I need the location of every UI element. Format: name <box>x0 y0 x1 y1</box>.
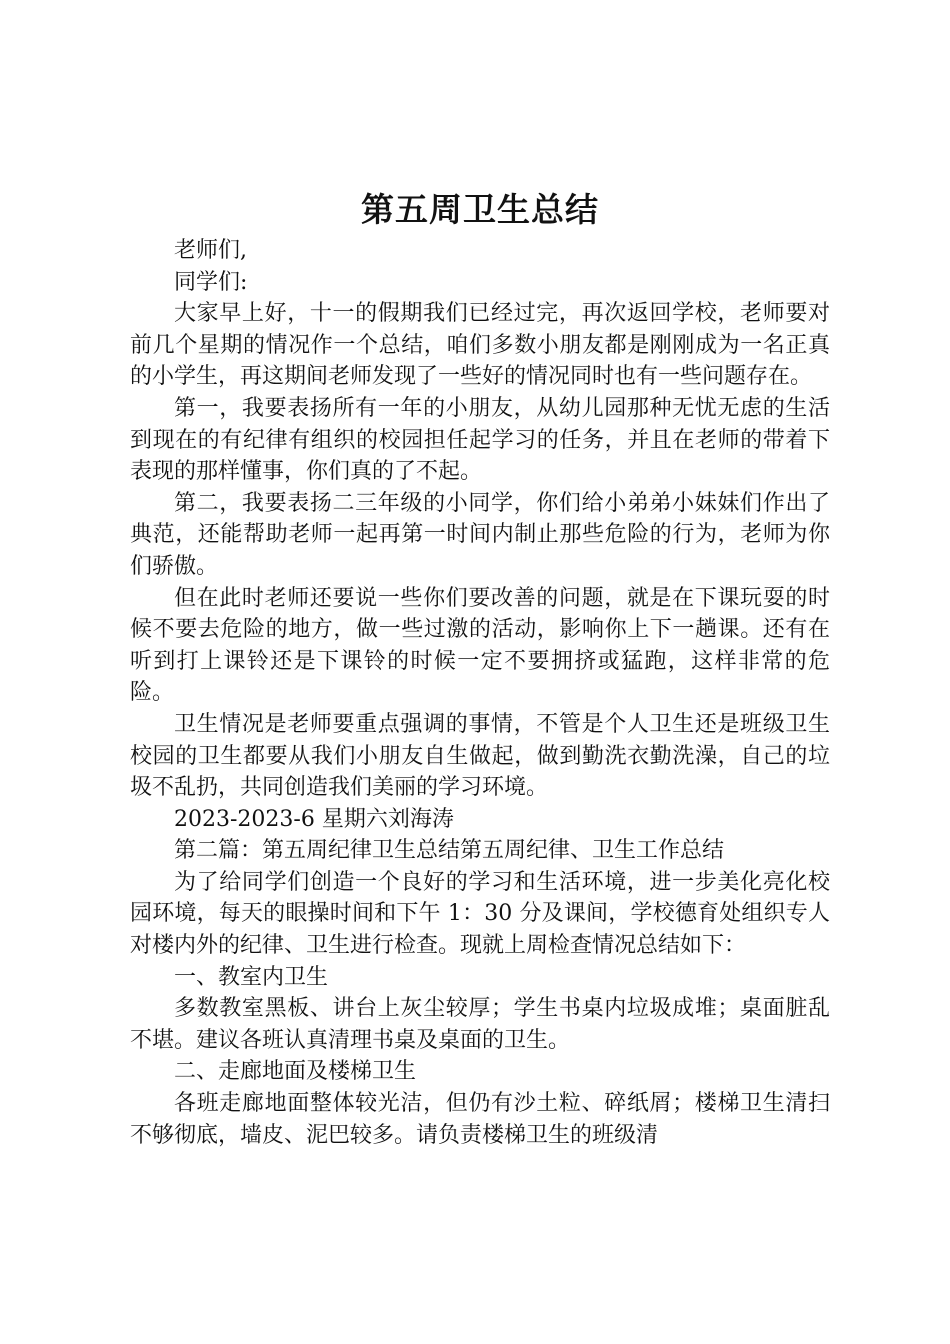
paragraph-first-praise: 第一，我要表扬所有一年的小朋友，从幼儿园那种无忧无虑的生活到现在的有纪律有组织的校园担任起学习的任务，并且在老师的带着下表现的那样懂事，你们真的了不起。 <box>130 395 830 485</box>
paragraph-signature-date: 2023-2023-6 星期六刘海涛 <box>174 806 454 832</box>
paragraph-intro: 大家早上好，十一的假期我们已经过完，再次返回学校，老师要对前几个星期的情况作一个总结，咱们多数小朋友都是刚刚成为一名正真的小学生，再这期间老师发现了一些好的情况同时也有一些问题存在。 <box>130 301 830 390</box>
paragraph-classroom: 多数教室黑板、讲台上灰尘较厚；学生书桌内垃圾成堆；桌面脏乱不堪。建议各班认真清理书桌及桌面的卫生。 <box>130 996 830 1053</box>
paragraph-hygiene: 卫生情况是老师要重点强调的事情，不管是个人卫生还是班级卫生校园的卫生都要从我们小朋友自生做起，做到勤洗衣勤洗澡，自己的垃圾不乱扔，共同创造我们美丽的学习环境。 <box>130 711 830 801</box>
paragraph-second-praise: 第二，我要表扬二三年级的小同学，你们给小弟弟小妹妹们作出了典范，还能帮助老师一起再第一时间内制止那些危险的行为，老师为你们骄傲。 <box>130 490 830 579</box>
paragraph-second-article-intro: 为了给同学们创造一个良好的学习和生活环境，进一步美化亮化校园环境，每天的眼操时间和下午 1：30 分及课间，学校德育处组织专人对楼内外的纪律、卫生进行检查。现就上周检查情况总结如下： <box>130 869 830 959</box>
paragraph-improvements: 但在此时老师还要说一些你们要改善的问题，就是在下课玩耍的时候不要去危险的地方，做一些过激的活动，影响你上下一趟课。还有在听到打上课铃还是下课铃的时候一定不要拥挤或猛跑，这样非常的危险。 <box>130 585 830 706</box>
section-heading-classroom: 一、教室内卫生 <box>174 964 329 990</box>
paragraph-corridor: 各班走廊地面整体较光洁，但仍有沙土粒、碎纸屑；楼梯卫生清扫不够彻底，墙皮、泥巴较多。请负责楼梯卫生的班级清 <box>130 1091 830 1148</box>
section-heading-corridor: 二、走廊地面及楼梯卫生 <box>174 1059 417 1085</box>
document-title: 第五周卫生总结 <box>361 190 599 229</box>
document-body <box>130 235 830 1151</box>
paragraph-greeting-students: 同学们: <box>174 269 248 295</box>
paragraph-second-article-title: 第二篇：第五周纪律卫生总结第五周纪律、卫生工作总结 <box>174 838 725 864</box>
document-page <box>130 185 830 1151</box>
paragraph-greeting-teachers: 老师们, <box>174 238 247 263</box>
